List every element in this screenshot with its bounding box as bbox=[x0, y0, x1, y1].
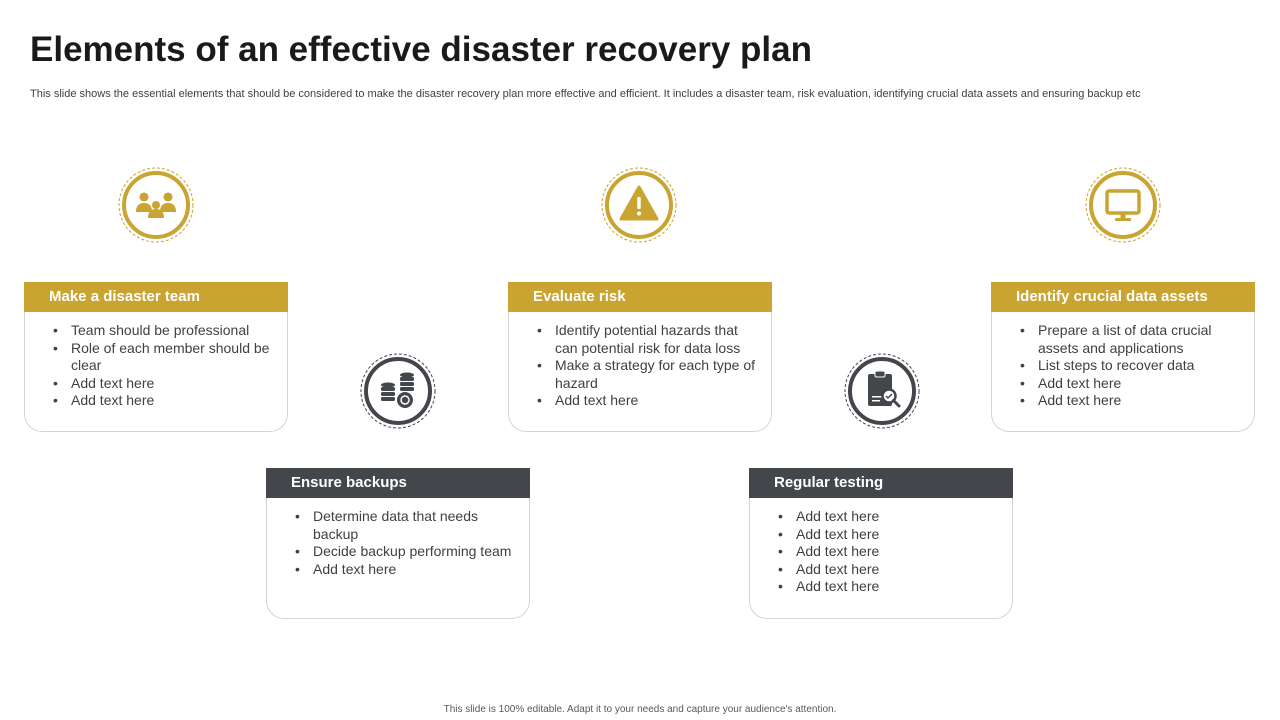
list-item: • Add text here bbox=[778, 578, 998, 596]
list-item: • Add text here bbox=[1020, 392, 1240, 410]
list-item: • Make a strategy for each type of hazard bbox=[537, 357, 757, 392]
slide-title: Elements of an effective disaster recovery plan bbox=[30, 30, 812, 69]
slide-footer: This slide is 100% editable. Adapt it to your needs and capture your audience's attention. bbox=[443, 704, 837, 715]
card-regular-testing bbox=[749, 468, 1013, 619]
card-header: Identify crucial data assets bbox=[991, 282, 1255, 312]
card-body bbox=[991, 312, 1255, 432]
card-body bbox=[508, 312, 772, 432]
list-item: • Add text here bbox=[1020, 375, 1240, 393]
list-item: • Prepare a list of data crucial assets and applications bbox=[1020, 322, 1240, 357]
warning-icon bbox=[600, 166, 678, 244]
card-body bbox=[24, 312, 288, 432]
list-item: • Add text here bbox=[778, 526, 998, 544]
card-header: Ensure backups bbox=[266, 468, 530, 498]
list-item: • Add text here bbox=[778, 508, 998, 526]
monitor-icon bbox=[1084, 166, 1162, 244]
list-item: • Identify potential hazards that can potential risk for data loss bbox=[537, 322, 757, 357]
list-item: • Team should be professional bbox=[53, 322, 273, 340]
card-header: Regular testing bbox=[749, 468, 1013, 498]
clipboard-search-icon bbox=[843, 352, 921, 430]
list-item: • List steps to recover data bbox=[1020, 357, 1240, 375]
list-item: • Add text here bbox=[53, 375, 273, 393]
card-identify-crucial-data-assets bbox=[991, 282, 1255, 432]
database-icon bbox=[359, 352, 437, 430]
card-ensure-backups bbox=[266, 468, 530, 619]
team-icon bbox=[117, 166, 195, 244]
list-item: • Add text here bbox=[53, 392, 273, 410]
list-item: • Add text here bbox=[537, 392, 757, 410]
card-header: Make a disaster team bbox=[24, 282, 288, 312]
card-make-disaster-team bbox=[24, 282, 288, 432]
list-item: • Add text here bbox=[778, 561, 998, 579]
card-evaluate-risk bbox=[508, 282, 772, 432]
list-item: • Add text here bbox=[778, 543, 998, 561]
card-header: Evaluate risk bbox=[508, 282, 772, 312]
list-item: • Add text here bbox=[295, 561, 515, 579]
card-body bbox=[749, 498, 1013, 619]
list-item: • Decide backup performing team bbox=[295, 543, 515, 561]
card-body bbox=[266, 498, 530, 619]
slide-subtitle: This slide shows the essential elements that should be considered to make the disaster recovery plan more effective and efficient. It includes a disaster team, risk evaluation, identifying crucial data assets and ensuring backup etc bbox=[30, 88, 1141, 100]
list-item: • Determine data that needs backup bbox=[295, 508, 515, 543]
list-item: • Role of each member should be clear bbox=[53, 340, 273, 375]
